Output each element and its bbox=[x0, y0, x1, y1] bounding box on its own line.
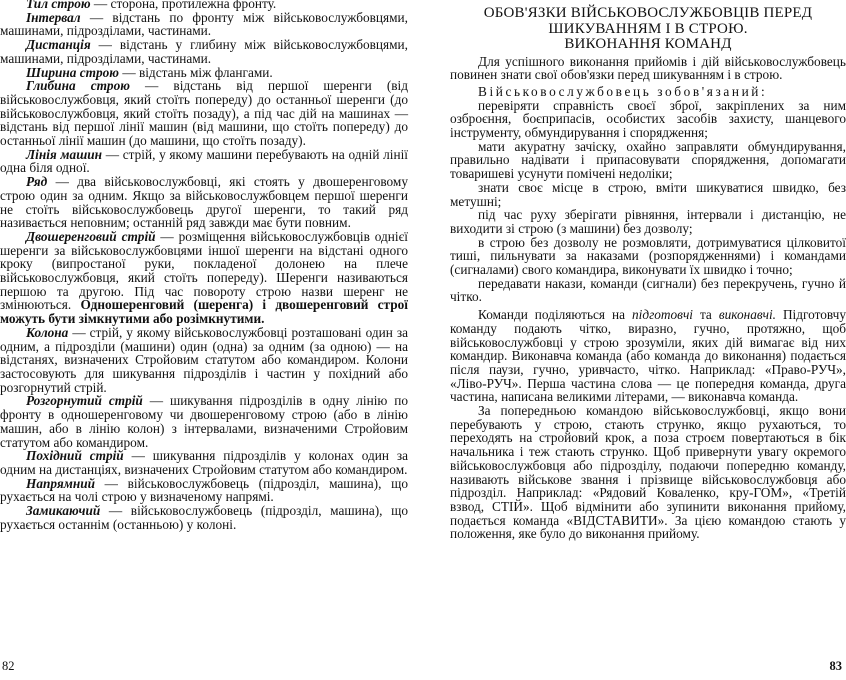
definition-entry bbox=[0, 326, 408, 395]
bold-statement: Одношеренговий (шеренга) і двошеренговий строї можуть бути зімкнутими або розімкнутими. bbox=[0, 297, 408, 327]
left-page-text bbox=[0, 0, 408, 531]
intro-paragraph: Для успішного виконання прийомів і дій військовослужбовець повинен знати свої обов'язки перед шикуванням і в строю. bbox=[450, 53, 846, 83]
term: Напрямний bbox=[26, 475, 95, 491]
definition-entry bbox=[0, 230, 408, 326]
term: Замикаючий bbox=[26, 503, 101, 519]
term: Похідний стрій bbox=[26, 448, 124, 464]
duty-item: передавати накази, команди (сигнали) без перекручень, гучно й чітко. bbox=[450, 275, 846, 305]
heading-line: ОБОВ'ЯЗКИ ВІЙСЬКОВОСЛУЖБОВЦІВ ПЕРЕД bbox=[483, 5, 813, 21]
left-page bbox=[0, 0, 408, 680]
definition: — два військовослужбовці, які стоять у двошеренговому строю один за одним. Якщо за військовослужбовцем першої шеренги не стоїть військовослужбовець другої шеренги, то такий ряд називається неповним; останній ряд завжди має бути повним. bbox=[0, 174, 408, 231]
definition: — відстань між флангами. bbox=[119, 64, 273, 80]
duty-item: в строю без дозволу не розмовляти, дотримуватися цілковитої тиші, пильнувати за наказами (розпорядженнями) і командами (сигналами) свого командира, виконувати їх швидко і точно; bbox=[450, 234, 846, 278]
preliminary-term: підготовчі bbox=[632, 307, 693, 323]
duty-item: мати акуратну зачіску, охайно заправляти обмундирування, правильно надівати і припасовувати спорядження, допомагати товаришеві усунути помічені недоліки; bbox=[450, 138, 846, 182]
definition-entry bbox=[0, 148, 408, 175]
definition: — шикування підрозділів у колонах один за одним на дистанціях, визначених Стройовим статутом або командиром. bbox=[0, 448, 408, 477]
duties-lead: Військовослужбовець зобов'язаний: bbox=[478, 83, 768, 99]
definition-entry bbox=[0, 504, 408, 531]
commands-text: Підготовчу команду подають чітко, виразно, гучно, протяжно, щоб військовослужбовці у строю зрозуміли, яких дій вимагає від них командир. Виконавча команда (або команда до виконання) подається після паузи, гучно, уривчасто, чітко. Наприклад: «Право-РУЧ», «Ліво-РУЧ». Перша частина слова — це попередня команда, друга частина, написана великими літерами, — виконавча команда. bbox=[450, 307, 846, 405]
term: Глибина строю bbox=[26, 78, 130, 94]
definition: — стрій, у якому машини перебувають на одній лінії одна біля одної. bbox=[0, 146, 408, 176]
term: Колона bbox=[26, 324, 69, 340]
term: Дистанція bbox=[26, 37, 91, 53]
duty-item: знати своє місце в строю, вміти шикуватися швидко, без метушні; bbox=[450, 179, 846, 209]
definition: — стрій, у якому військовослужбовці розташовані один за одним, а підрозділи (машини) один (одна) за одним (за одною) — на відстанях, визначених Стройовим статутом або командиром. Колони застосовують для шикування підрозділів і частин у похідний або розгорнутий стрій. bbox=[0, 324, 408, 395]
term: Двошеренговий стрій bbox=[26, 228, 156, 244]
term: Розгорнутий стрій bbox=[26, 393, 143, 409]
commands-paragraph: За попередньою командою військовослужбовці, якщо вони перебувають у строю, стають струнко, якщо рухаються, то переходять на стройовий крок, а поза строєм повертаються в бік начальника і теж стають струнко. Щоб привернути увагу окремого військовослужбовця або підрозділу, подаючи попередню команду, називають військове звання і прізвище військовослужбовця або підрозділ. Наприклад: «Рядовий Коваленко, кру-ГОМ», «Третій взвод, СТІЙ». Щоб відмінити або зупинити виконання прийому, подається команда «ВІДСТАВИТИ». За цією командою стають у положення, яке було до виконання прийому. bbox=[450, 403, 846, 542]
commands-text: та bbox=[692, 307, 719, 323]
definition: — відстань по фронту між військовослужбовцями, машинами, підрозділами, частинами. bbox=[0, 9, 408, 39]
section-heading bbox=[450, 6, 846, 53]
definition-entry bbox=[0, 38, 408, 65]
term: Лінія машин bbox=[26, 146, 103, 162]
definition-entry bbox=[0, 477, 408, 504]
definition: — відстань у глибину між військовослужбовцями, машинами, підрозділами, частинами. bbox=[0, 37, 408, 66]
definition: — шикування підрозділів в одну лінію по фронту в одношеренговому чи двошеренговому строю (або в лінію машин, або в лінію колон) з інтервалами, визначеними Стройовим статутом або командиром. bbox=[0, 393, 409, 450]
definition-entry bbox=[0, 79, 408, 148]
page-number: 83 bbox=[829, 659, 842, 673]
executive-term: виконавчі. bbox=[718, 307, 776, 323]
commands-text: Команди поділяються на bbox=[478, 307, 633, 323]
page-number: 82 bbox=[2, 659, 15, 673]
definition: — військовослужбовець (підрозділ, машина), що рухається останнім (останньою) у колоні. bbox=[0, 503, 408, 532]
heading-line: ВИКОНАННЯ КОМАНД bbox=[564, 36, 732, 52]
definition-entry bbox=[0, 394, 408, 449]
term: Ширина строю bbox=[26, 64, 120, 80]
commands-paragraph bbox=[450, 308, 846, 404]
definition-entry bbox=[0, 175, 408, 230]
definition-entry bbox=[0, 449, 408, 476]
definition: — військовослужбовець (підрозділ, машина), що рухається на чолі строю у визначеному напрямі. bbox=[0, 475, 408, 505]
heading-line: ШИКУВАННЯМ І В СТРОЮ. bbox=[548, 20, 748, 37]
duty-item: під час руху зберігати рівняння, інтервали і дистанцію, не виходити зі строю (з машини) без дозволу; bbox=[450, 207, 846, 236]
definition-entry bbox=[0, 66, 408, 80]
definition: — розміщення військовослужбовців однієї шеренги за військовослужбовцями іншої шеренги на відстані одного кроку (випростаної руки, покладеної долонею на плече військовослужбовця, який стоїть попереду). Шеренги називаються першою та другою. Під час повороту строю назви шеренг не змінюються. bbox=[0, 228, 408, 313]
definition: — сторона, протилежна фронту. bbox=[90, 0, 277, 11]
definition-entry bbox=[0, 11, 408, 38]
term: Інтервал bbox=[26, 9, 81, 25]
term: Ряд bbox=[26, 174, 48, 190]
term: Тил строю bbox=[26, 0, 91, 11]
right-page bbox=[450, 0, 846, 680]
definition: — відстань від першої шеренги (від військовослужбовця, який стоїть попереду) до останньої шеренги (до військовослужбовця, який стоїть позаду), а під час дій на машинах — відстань від першої лінії машин (від машини, що стоїть попереду) до останньої лінії машин (до машини, що стоїть позаду). bbox=[0, 78, 408, 149]
duty-item: перевіряти справність своєї зброї, закріплених за ним озброєння, боєприпасів, особистих засобів захисту, шанцевого інструменту, обмундирування і спорядження; bbox=[450, 97, 846, 141]
right-page-text bbox=[450, 6, 846, 541]
